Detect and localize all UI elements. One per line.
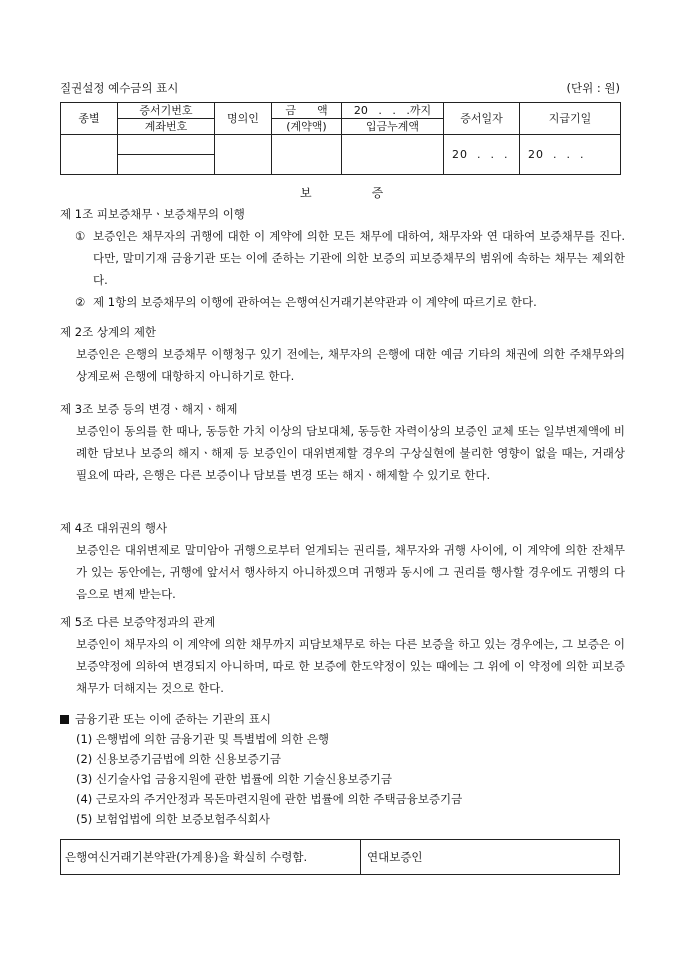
article-4 (60, 517, 625, 605)
list-item: (1) 은행법에 의한 금융기관 및 특별법에 의한 은행 (76, 732, 329, 746)
deposit-header (60, 80, 620, 96)
list-item: (2) 신용보증기금법에 의한 신용보증기금 (76, 752, 281, 766)
section-title: 보 증 (300, 186, 384, 200)
receipt-statement: 은행여신거래기본약관(가계용)을 확실히 수령함. (61, 840, 361, 874)
col-cert-no-header: 증서기번호 (118, 103, 215, 119)
article-title: 제 2조 상계의 제한 (60, 325, 157, 339)
cert-no-cell[interactable] (118, 135, 215, 155)
deposit-title: 질권설정 예수금의 표시 (60, 81, 179, 95)
issue-date-cell[interactable]: 20 . . . (444, 135, 520, 175)
holder-cell[interactable] (215, 135, 272, 175)
col-type-header: 종별 (61, 103, 118, 135)
receipt-confirmation-box (60, 839, 620, 875)
article-title: 제 3조 보증 등의 변경ㆍ해지ㆍ해제 (60, 402, 238, 416)
article-body: 보증인은 대위변제로 말미암아 귀행으로부터 얻게되는 권리를, 채무자와 귀행 사이에, 이 계약에 의한 잔채무가 있는 동안에는, 귀행에 앞서서 행사하지 아니하겠으며 귀행과 동시에 그 권리를 행사할 경우에도 귀행의 다음으로 변제 받는다. (76, 543, 625, 601)
amount-cell[interactable] (272, 135, 342, 175)
col-account-no-header: 계좌번호 (118, 119, 215, 135)
type-cell[interactable] (61, 135, 118, 175)
col-period-header: 20 . . .까지 (342, 103, 444, 119)
institution-section (60, 709, 625, 829)
list-item: (4) 근로자의 주거안정과 목돈마련지원에 관한 법률에 의한 주택금융보증기금 (76, 792, 463, 806)
article-title: 제 1조 피보증채무ㆍ보증채무의 이행 (60, 207, 245, 221)
article-item: ② 제 1항의 보증채무의 이행에 관하여는 은행여신거래기본약관과 이 계약에 따르기로 한다. (75, 295, 537, 309)
article-1 (60, 203, 625, 313)
col-amount-header: 금 액 (272, 103, 342, 119)
cumulative-cell[interactable] (342, 135, 444, 175)
unit-label: (단위 : 원) (566, 81, 620, 95)
article-body: 보증인이 동의를 한 때나, 동등한 가치 이상의 담보대체, 동등한 자력이상의 보증인 교체 또는 일부변제액에 비례한 담보나 보증의 해지ㆍ해제 등 보증인이 대위변제할 경우의 구상실현에 불리한 영향이 없을 때는, 거래상 필요에 따라, 은행은 다른 보증이나 담보를 변경 또는 해지ㆍ해제할 수 있기로 한다. (76, 424, 625, 482)
institution-heading: 금융기관 또는 이에 준하는 기관의 표시 (60, 709, 625, 729)
article-body: 보증인이 채무자의 이 계약에 의한 채무까지 피담보채무로 하는 다른 보증을 하고 있는 경우에는, 그 보증은 이 보증약정에 의하여 변경되지 아니하며, 따로 한 보증에 한도약정이 있는 때에는 그 위에 이 약정에 의한 피보증채무가 더해지는 것으로 한다. (76, 637, 625, 695)
article-title: 제 5조 다른 보증약정과의 관계 (60, 615, 216, 629)
col-contract-amount-header: (계약액) (272, 119, 342, 135)
list-item: (5) 보험업법에 의한 보증보험주식회사 (76, 812, 270, 826)
due-date-cell[interactable]: 20 . . . (520, 135, 621, 175)
article-5 (60, 611, 625, 699)
col-holder-header: 명의인 (215, 103, 272, 135)
col-cumulative-header: 입금누계액 (342, 119, 444, 135)
guarantor-signature-field[interactable]: 연대보증인 (367, 850, 423, 864)
col-issue-date-header: 증서일자 (444, 103, 520, 135)
list-item: (3) 신기술사업 금융지원에 관한 법률에 의한 기술신용보증기금 (76, 772, 392, 786)
article-2 (60, 321, 625, 387)
account-no-cell[interactable] (118, 155, 215, 175)
article-title: 제 4조 대위권의 행사 (60, 521, 168, 535)
deposit-table (60, 102, 621, 175)
col-due-date-header: 지급기일 (520, 103, 621, 135)
square-bullet-icon (60, 715, 69, 724)
article-body: 보증인은 은행의 보증채무 이행청구 있기 전에는, 채무자의 은행에 대한 예금 기타의 채권에 의한 주채무와의 상계로써 은행에 대항하지 아니하기로 한다. (76, 347, 625, 383)
article-item: ① 보증인은 채무자의 귀행에 대한 이 계약에 의한 모든 채무에 대하여, 채무자와 연 대하여 보증채무를 진다. 다만, 말미기재 금융기관 또는 이에 준하는 기관에 의한 보증의 피보증채무의 범위에 속하는 채무는 제외한다. (75, 229, 625, 287)
article-3 (60, 398, 625, 486)
